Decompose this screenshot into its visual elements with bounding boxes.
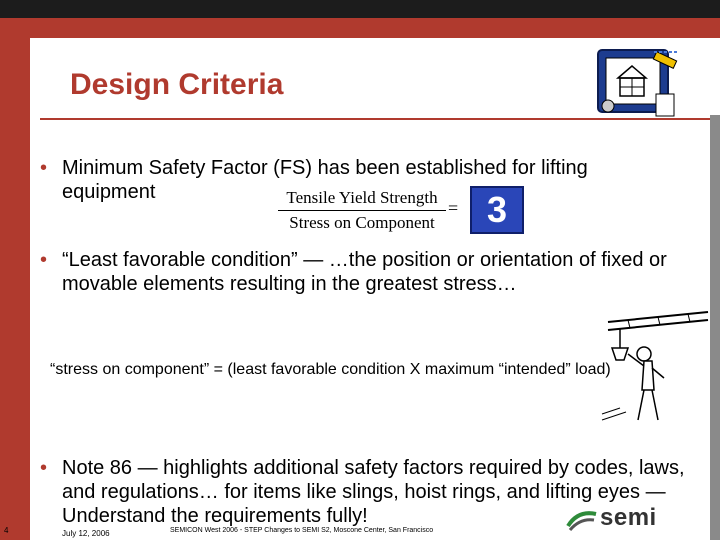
blueprint-drawing-icon [594,46,684,122]
right-accent-strip [710,115,720,540]
formula-denominator: Stress on Component [289,213,435,232]
bullet-text: Note 86 — highlights additional safety factors required by codes, laws, and regulations… for items like slings, hoist rings, and lifting eyes — Understand the requirements fully! [62,457,685,527]
top-bar [0,0,720,18]
footer-date: July 12, 2006 [62,529,110,538]
formula-equals: = [448,198,459,218]
safety-factor-formula [278,184,530,236]
bullet-item [40,248,692,296]
footer-event: SEMICON West 2006 - STEP Changes to SEMI S2, Moscone Center, San Francisco [170,527,434,534]
stress-definition-note: “stress on component” = (least favorable condition X maximum “intended” load) [50,361,611,378]
bullet-glyph: • [40,457,48,479]
formula-value: 3 [486,189,508,230]
slide-number: 4 [4,526,9,535]
semi-logo-text: semi [600,504,657,531]
bullet-text: Minimum Safety Factor (FS) has been established for lifting equipment [62,157,588,203]
semi-logo [566,504,686,534]
worker-inspecting-load-icon [598,308,710,426]
formula-value-box [470,186,524,234]
formula-fraction [278,188,446,233]
left-accent-strip [0,18,30,540]
slide-title: Design Criteria [70,68,284,101]
bullet-glyph: • [40,157,48,179]
bullet-glyph: • [40,249,48,271]
formula-numerator: Tensile Yield Strength [286,188,438,207]
header-band [0,18,720,38]
semi-logo-icon [566,508,598,532]
fraction-bar [278,210,446,211]
bullet-text: “Least favorable condition” — …the position or orientation of fixed or movable elements resulting in the greatest stress… [62,249,667,295]
